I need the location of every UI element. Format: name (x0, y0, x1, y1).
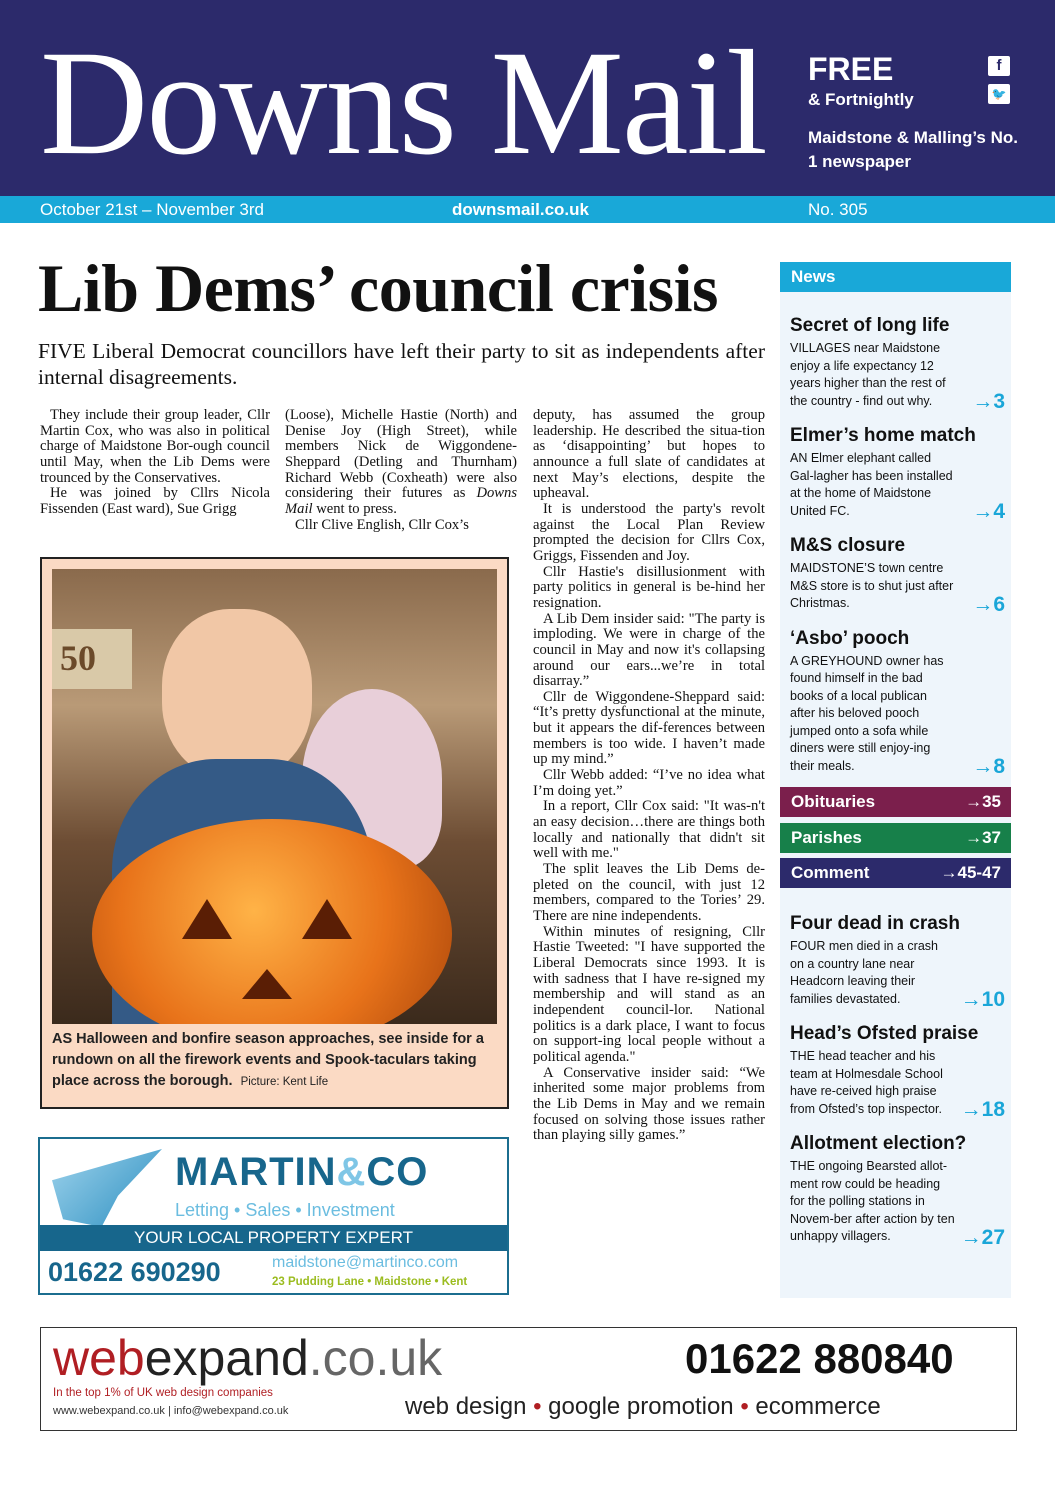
page-arrow-icon: →18 (960, 1098, 1005, 1121)
free-label: FREE (808, 51, 894, 87)
page-arrow-icon: →27 (960, 1225, 1005, 1249)
article-column-3 (533, 408, 765, 1144)
publication-name: Downs Mail (285, 485, 517, 517)
paragraph: Cllr Webb added: “I’ve no idea what I’m doing yet.” (533, 767, 765, 799)
photo-caption (52, 1029, 502, 1093)
newspaper-title: Downs Mail (40, 20, 766, 186)
facebook-icon[interactable]: f (988, 56, 1010, 76)
pumpkin-nose (242, 969, 292, 999)
bullet: • (533, 1393, 542, 1420)
story-title: Head’s Ofsted praise (790, 1023, 979, 1044)
brand-part: CO (366, 1150, 429, 1194)
brand-part: & (336, 1150, 367, 1194)
webexpand-brand (53, 1330, 442, 1386)
story-text: A GREYHOUND owner has found himself in the bad books of a local publican after his beloved pooch jumped onto a sofa while diners were still enjoy-ing their meals. (790, 653, 944, 773)
webexpand-contact[interactable]: www.webexpand.co.uk | info@webexpand.co.uk (53, 1405, 289, 1417)
story-title: Secret of long life (790, 315, 950, 336)
paragraph: Cllr Hastie's disillusionment with party politics in general is be-hind her resignation. (533, 563, 765, 611)
text: (Loose), Michelle Hastie (North) and Denise Joy (High Street), while members Nick de Wiggondene-Sheppard (Detling and Thurnham) Richard Webb (Coxheath) were also considering their futures as (285, 407, 517, 502)
story-text: AN Elmer elephant called Gal-lagher has been installed at the home of Maidstone United FC. (790, 451, 953, 518)
section-comment[interactable] (780, 858, 1011, 888)
headline: Lib Dems’ council crisis (38, 250, 718, 326)
pumpkin-eye (182, 899, 232, 939)
paragraph: A Conservative insider said: “We inherited some major problems from the Lib Dems in May and we remain focused on solving those issues rather than playing silly games.” (533, 1064, 765, 1144)
brand-part: web (53, 1330, 145, 1386)
story-title: Allotment election? (790, 1133, 967, 1154)
story-title: ‘Asbo’ pooch (790, 627, 910, 649)
section-page: →37 (965, 828, 1001, 847)
page-arrow-icon: →4 (972, 500, 1005, 523)
paragraph: Cllr de Wiggondene-Sheppard said: “It’s pretty dysfunctional at the minute, but it appears the dif-ferences between members is too wide. I haven’t made up my mind.” (533, 688, 765, 768)
news-item[interactable] (790, 1022, 1005, 1121)
house-logo-icon (52, 1149, 162, 1227)
section-page: →35 (965, 792, 1001, 811)
martin-and-co-ad[interactable] (38, 1137, 509, 1295)
martin-email[interactable]: maidstone@martinco.com (272, 1254, 459, 1271)
story-title: M&S closure (790, 535, 906, 556)
paragraph: Cllr Clive English, Cllr Cox’s (295, 516, 469, 533)
webexpand-claim: In the top 1% of UK web design companies (53, 1387, 273, 1399)
news-item[interactable] (790, 627, 1005, 776)
tagline: Maidstone & Malling’s No. 1 newspaper (808, 128, 1018, 171)
text: went to press. (312, 500, 397, 517)
story-text: MAIDSTONE’S town centre M&S store is to shut just after Christmas. (790, 561, 954, 610)
caption-text: AS Halloween and bonfire season approaches, see inside for a rundown on all the firework events and Spook-taculars taking place across the borough. (52, 1031, 484, 1089)
photo-sign: 50 (52, 629, 132, 689)
paragraph (285, 408, 517, 518)
brand-part: .co.uk (308, 1330, 443, 1386)
news-item[interactable] (790, 912, 1005, 1011)
paragraph: It is understood the party's revolt against the Local Plan Review prompted the decision for Cllrs Cox, Griggs, Fissenden and Joy. (533, 500, 765, 564)
martin-phone: 01622 690290 (48, 1257, 221, 1287)
page-arrow-icon: →6 (972, 592, 1005, 616)
news-header: News (780, 262, 1011, 292)
masthead (0, 0, 1055, 196)
service: google promotion (548, 1393, 734, 1420)
bullet: • (740, 1393, 749, 1420)
paragraph: In a report, Cllr Cox said: "It was-n't an easy decision…there are things both locally and nationally that didn't sit well with me." (533, 798, 765, 862)
news-item[interactable] (790, 424, 1005, 523)
twitter-icon[interactable]: 🐦 (988, 84, 1010, 104)
frequency-label: & Fortnightly (808, 90, 914, 109)
news-item[interactable] (790, 1132, 1005, 1249)
section-page: →45-47 (940, 863, 1001, 882)
martin-brand (175, 1149, 428, 1195)
section-label: Parishes (791, 828, 862, 847)
story-text: FOUR men died in a crash on a country lane near Headcorn leaving their families devastated. (790, 939, 938, 1006)
story-text: THE ongoing Bearsted allot-ment row could be heading for the polling stations in Novem-ber after action by ten unhappy villagers. (790, 1159, 955, 1243)
page-arrow-icon: →8 (972, 755, 1005, 778)
service: web design (405, 1393, 527, 1420)
paragraph: Within minutes of resigning, Cllr Hastie Tweeted: "I have supported the Liberal Democrats since 1993. It is with sadness that I have re-signed my membership and will stand as an independent council-lor. National politics is a dark place, I want to focus on support-ing local people without a political agenda." (533, 923, 765, 1065)
standfirst: FIVE Liberal Democrat councillors have left their party to sit as independents after internal disagreements. (38, 339, 765, 389)
pumpkin-eye (302, 899, 352, 939)
paragraph: He was joined by Cllrs Nicola Fissenden (East ward), Sue Grigg (40, 485, 270, 517)
story-text: THE head teacher and his team at Holmesdale School have re-ceived high praise from Ofsted’s top inspector. (790, 1049, 943, 1116)
article-column-1 (40, 408, 270, 518)
webexpand-ad[interactable] (40, 1327, 1017, 1431)
child-face (162, 609, 312, 779)
martin-banner: YOUR LOCAL PROPERTY EXPERT (40, 1225, 507, 1251)
paragraph: The split leaves the Lib Dems de-pleted on the council, with just 12 members, compared to the Tories’ 29. There are nine independents. (533, 861, 765, 924)
website-link[interactable]: downsmail.co.uk (452, 200, 589, 219)
news-item[interactable] (790, 314, 1005, 413)
brand-part: MARTIN (175, 1150, 337, 1194)
martin-services: Letting • Sales • Investment (175, 1200, 395, 1220)
paragraph: A Lib Dem insider said: "The party is imploding. We were in charge of the council in May and now it's collapsing around our ears...we’re in total disarray.” (533, 610, 765, 690)
news-item[interactable] (790, 534, 1005, 616)
section-label: Obituaries (791, 792, 876, 811)
brand-part: expand (144, 1330, 309, 1386)
martin-address: 23 Pudding Lane • Maidstone • Kent (272, 1276, 468, 1288)
article-column-2 (285, 408, 517, 533)
service: ecommerce (755, 1393, 881, 1420)
date-strip (0, 196, 1055, 223)
section-obituaries[interactable] (780, 787, 1011, 817)
story-title: Four dead in crash (790, 913, 960, 934)
paragraph: deputy, has assumed the group leadership. He described the situa-tion as ‘disappointing’ but hopes to announce a full slate of candidates at next May’s elections, despite the upheaval. (533, 407, 765, 502)
date-range: October 21st – November 3rd (40, 200, 264, 219)
section-parishes[interactable] (780, 823, 1011, 853)
photo-box (40, 557, 509, 1109)
page-arrow-icon: →10 (960, 988, 1005, 1011)
section-label: Comment (791, 863, 870, 882)
webexpand-phone: 01622 880840 (685, 1335, 954, 1382)
page-arrow-icon: →3 (972, 390, 1005, 413)
pumpkin-photo (52, 569, 497, 1024)
photo-credit: Picture: Kent Life (240, 1076, 329, 1088)
story-text: VILLAGES near Maidstone enjoy a life expectancy 12 years higher than the rest of the country - find out why. (790, 341, 946, 408)
issue-number: No. 305 (808, 200, 868, 219)
webexpand-services (405, 1392, 881, 1422)
story-title: Elmer’s home match (790, 425, 976, 446)
paragraph: They include their group leader, Cllr Martin Cox, who was also in political charge of Maidstone Bor-ough council until May, when the Lib Dems were trounced by the Conservatives. (40, 407, 270, 486)
news-sidebar (780, 262, 1011, 1298)
